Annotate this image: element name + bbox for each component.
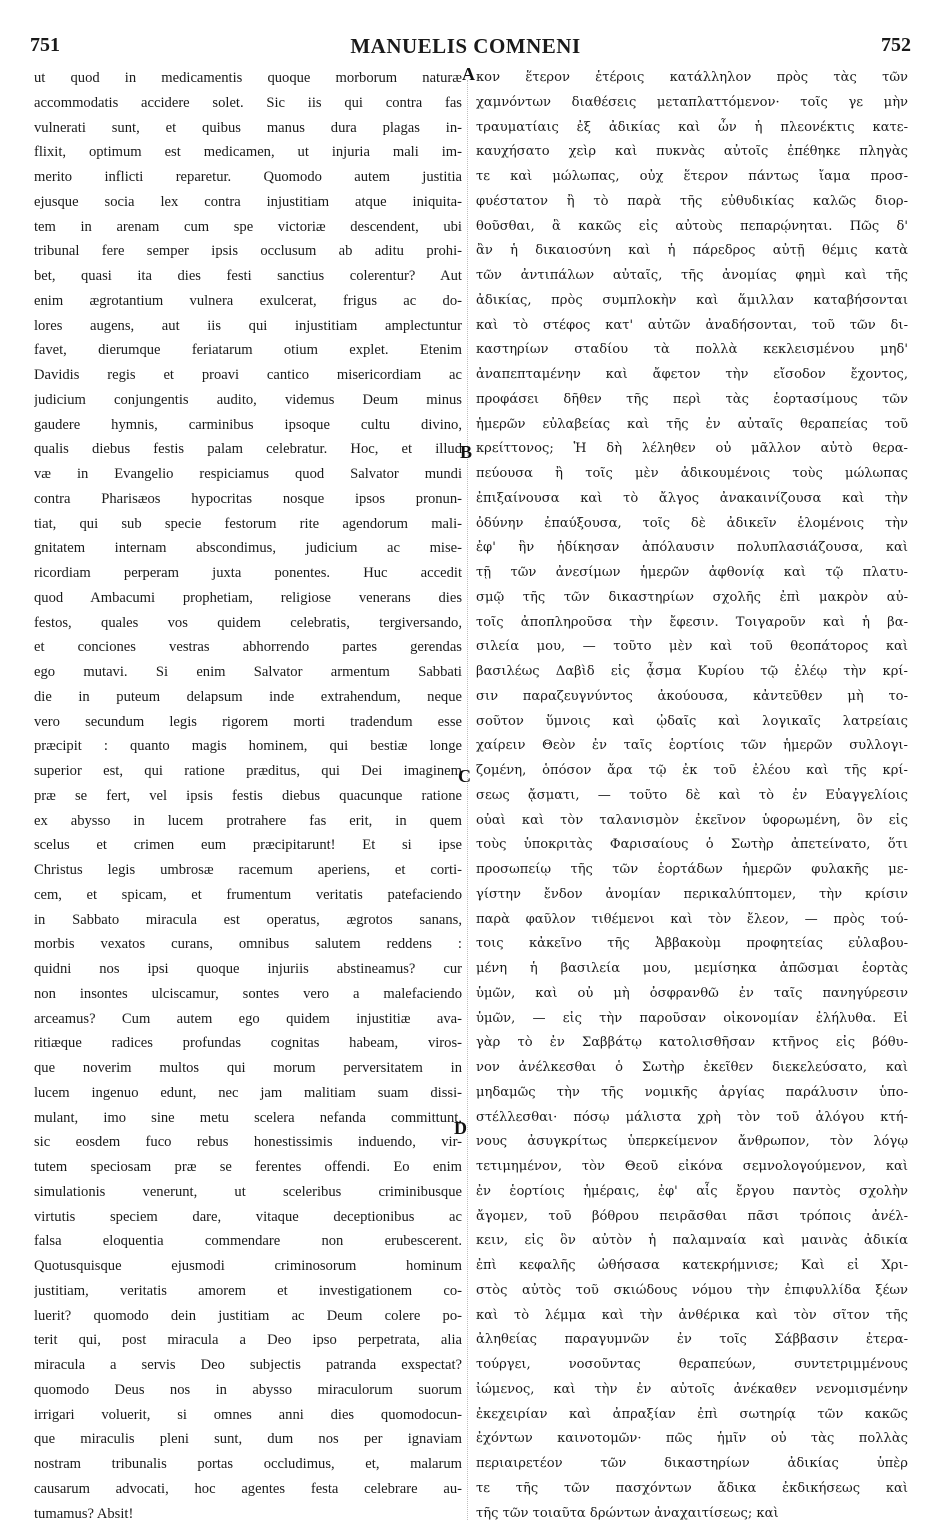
latin-text-line: lores augens, aut iis qui injustitiam amplectuntur <box>34 317 462 334</box>
greek-column <box>476 66 908 1526</box>
latin-text-line: ut quod in medicamentis quoque morborum naturæ <box>34 70 462 86</box>
greek-text-line: τούργει, νοσοῦντας θεραπεύων, συντετριμμένους <box>476 1357 908 1372</box>
latin-text-line: luerit? quomodo dein justitiam ac Deum colere po- <box>34 1307 462 1324</box>
latin-text-line: præ se fert, vel ipsis festis diebus quacunque ratione <box>34 787 462 804</box>
latin-text-line: judicium conjungentis audito, videmus Deum minus <box>34 391 462 408</box>
page-number-left: 751 <box>30 34 60 56</box>
latin-text-line: tem in arenam cum spe victoriæ descendent, ubi <box>34 218 462 235</box>
latin-text-line: superior est, qui ratione præditus, qui Dei imaginem <box>34 763 462 779</box>
latin-column <box>34 66 462 1526</box>
latin-text-line: morbis vexatos curans, omnibus salutem reddens : <box>34 936 462 953</box>
greek-text-line: ἀναπεπταμένην καὶ ἄφετον τὴν εἴσοδον ἔχοντος, <box>476 367 908 382</box>
greek-text-line: τετιμημένον, τὸν Θεοῦ εἰκόνα σεμνολογούμενον, καὶ <box>476 1159 908 1174</box>
latin-text-line: contra Pharisæos hypocritas nosque ipsos pronun- <box>34 490 462 507</box>
latin-text-line: ex abysso in lucem protrahere fas erit, in quem <box>34 812 462 829</box>
latin-text-line: virtutis speciem dare, vitaque deceptionibus ac <box>34 1208 462 1225</box>
greek-text-line: ἐκεχειρίαν καὶ ἀπραξίαν ἐπὶ σωτηρίᾳ τῶν κακῶς <box>476 1406 908 1422</box>
greek-text-line: ἐν ἑορτίοις ἡμέραις, ἐφ' αἷς ἔργου παντὸς σχολὴν <box>476 1183 908 1199</box>
margin-marker-c: C <box>458 766 471 786</box>
latin-text-line: simulationis venerunt, ut sceleribus criminibusque <box>34 1183 462 1200</box>
latin-text-line: miracula a servis Deo subjectis patranda exspectat? <box>34 1357 462 1373</box>
greek-text-line: ἐπιξαίνουσα καὶ τὸ ἄλγος ἀνακαινίζουσα καὶ τὴν <box>476 490 908 506</box>
margin-marker-b: B <box>460 442 473 462</box>
greek-text-line: ἀδικίας, πρὸς συμπλοκὴν καὶ ἅμιλλαν καταβήσονται <box>476 292 908 308</box>
latin-text-line: vero secundum legis rigorem morti tradendum esse <box>34 713 462 730</box>
greek-text-line: ὀδύνην ἐπαύξουσα, τοῖς δὲ ἀδικεῖν ἑλομένοις τὴν <box>476 515 908 531</box>
latin-text-line: gnitatem internam abscondimus, judicium ac mise- <box>34 540 462 557</box>
greek-text-line: οὐαὶ καὶ τὸν ταλανισμὸν ἐκεῖνον ὑφορωμένη, ὃν εἰς <box>476 812 908 828</box>
latin-text-line: sic eosdem fuco rebus honestissimis induendo, vir- <box>34 1134 462 1151</box>
latin-text-line: quidni nos ipsi quoque injuriis abstineamus? cur <box>34 961 462 977</box>
latin-text-line: irrigari voluerit, si omnes anni dies quomodocun- <box>34 1406 462 1423</box>
greek-text-line: ἐπὶ κεφαλῆς ὠθήσασα κατεκρήμνισε; Καὶ εἰ Χρι- <box>476 1258 908 1273</box>
running-title: MANUELIS COMNENI <box>350 34 581 58</box>
greek-text-line: σιλεία μου, — τοῦτο μὲν καὶ τοῦ θεοπάτορος καὶ <box>476 639 908 655</box>
page-number-right: 752 <box>881 34 911 56</box>
greek-text-line: χαμνόντων διαθέσεις μεταπλαττόμενον· τοῖς γε μὴν <box>476 94 908 110</box>
greek-text-line: ἐχόντων καινοτομῶν· πῶς ἡμῖν οὐ τὰς πολλὰς <box>476 1431 908 1447</box>
greek-text-line: τοὺς ὑποκριτὰς Φαρισαίους ὁ Σωτὴρ ἀπετείνατο, ὅτι <box>476 837 908 853</box>
latin-text-line: mulant, imo sine metu scelera nefanda committunt, <box>34 1109 462 1126</box>
greek-text-line: σμῷ τῆς τῶν δικαστηρίων σχολῆς ἐπὶ μακρὸν αὐ- <box>476 589 908 605</box>
greek-text-line: ἂν ἡ δικαιοσύνη καὶ ἡ πάρεδρος αὐτῇ θέμις κατὰ <box>476 243 908 259</box>
greek-text-line: βασιλέως Δαβὶδ εἰς ᾆσμα Κυρίου τῷ ἐλέῳ τὴν κρί- <box>476 664 908 679</box>
latin-text-line: que miraculis pleni sunt, dum nos per ignaviam <box>34 1431 462 1448</box>
greek-text-line: καυχήσατο χεὶρ καὶ πυκνὰς αὐτοῖς ἐπέθηκε πληγὰς <box>476 144 908 160</box>
greek-text-line: φυέστατον ἢ τὸ παρὰ τῆς εὐθυδικίας καλῶς διορ- <box>476 193 908 209</box>
latin-text-line: flixit, optimum est medicamen, ut injuria mali im- <box>34 144 462 161</box>
latin-text-line: ejusque socia lex contra injustitiam atque iniquita- <box>34 193 462 210</box>
latin-text-line: die in puteum delapsum inde extrahendum, neque <box>34 688 462 705</box>
greek-text-line: τοῖς ἀποπληροῦσα τὴν ἔφεσιν. Τοιγαροῦν καὶ ἡ βα- <box>476 614 908 630</box>
greek-text-line: γίστην ἔνδον ἀνομίαν περικαλύπτομεν, τὴν κρίσιν <box>476 886 908 902</box>
greek-text-line: ὑμῶν, καὶ οὐ μὴ ὀσφρανθῶ ἐν ταῖς πανηγύρεσιν <box>476 985 908 1001</box>
greek-text-line: νους ἀσυγκρίτως ὑπερκείμενον ἄνθρωπον, τὸν λόγῳ <box>476 1134 908 1150</box>
greek-text-line: τε καὶ μώλωπας, οὐχ ἕτερον πάντως ἴαμα προσ- <box>476 169 908 184</box>
latin-text-line: que noverim multos qui morum perversitatem in <box>34 1060 462 1076</box>
latin-text-line: tribunal fere semper ipsis occlusum ab aditu prohi- <box>34 243 462 260</box>
greek-text-line: καὶ τὸ λέμμα καὶ τὴν ἀνθέρικα καὶ τὸν σῖτον τῆς <box>476 1307 908 1323</box>
latin-text-line: nostram tribunalis portas occludimus, et, malarum <box>34 1456 462 1472</box>
greek-text-line: καστηρίων σταδίου τὰ πολλὰ κεκλεισμένου μηδ' <box>476 342 908 358</box>
latin-text-line: enim ægrotantium vulnera exulcerat, frigus ac do- <box>34 292 462 309</box>
page-header <box>0 34 931 64</box>
greek-text-line: παρὰ φαῦλον τιθέμενοι καὶ τὸν ἔλεον, — πρὸς τού- <box>476 911 908 927</box>
latin-text-line: tiat, qui sub specie festorum rite agendorum mali- <box>34 515 462 532</box>
greek-text-line: προφάσει δῆθεν τῆς περὶ τὰς ἑορτασίμους τῶν <box>476 391 908 407</box>
greek-text-line: ἀληθείας παραγυμνῶν ἐν τοῖς Σάββασιν ἐτερα- <box>476 1332 908 1348</box>
latin-text-line: justitiam, veritatis amorem et investigationem co- <box>34 1282 462 1299</box>
latin-text-line: vulnerati sunt, et quibus manus dura plagas in- <box>34 119 462 136</box>
latin-text-line: ricordiam perperam juxta ponentes. Huc accedit <box>34 565 462 581</box>
latin-text-line: Quotusquisque ejusmodi criminosorum hominum <box>34 1258 462 1274</box>
latin-text-line: et conciones vestras abhorrendo partes gerendas <box>34 639 462 656</box>
greek-text-line: κειν, εἰς ὃν αὐτὸν ἡ παλαμναία καὶ μαινὰς ἀδικία <box>476 1233 908 1249</box>
latin-text-line: tutem speciosam præ se ferentes offendi. Eo enim <box>34 1159 462 1175</box>
latin-text-line: merito inflicti reparetur. Quomodo autem justitia <box>34 169 462 185</box>
latin-text-line: tumamus? Absit! <box>34 1505 134 1522</box>
margin-marker-d: D <box>454 1118 467 1138</box>
latin-text-line: præcipit : quanto magis hominem, qui bestiæ longe <box>34 738 462 755</box>
greek-text-line: τῆς τῶν τοιαῦτα δρώντων ἀναχαιτίσεως; καὶ <box>476 1505 779 1521</box>
greek-text-line: μηδαμῶς τὴν τῆς νομικῆς ἀργίας παράλυσιν ὑπο- <box>476 1084 908 1100</box>
latin-text-line: favet, dierumque feriatarum otium explet. Etenim <box>34 342 462 359</box>
greek-text-line: προσωπείῳ τῆς τῶν ἑορτάδων ἡμερῶν φυλακῆς με- <box>476 862 908 877</box>
latin-text-line: qualis diebus festis palam celebratur. Hoc, et illud <box>34 441 462 458</box>
latin-text-line: quomodo Deus nos in abysso miraculorum suorum <box>34 1381 462 1398</box>
latin-text-line: festos, quales vos quidem celebratis, tergiversando, <box>34 614 462 631</box>
greek-text-line: τῇ τῶν ἀνεσίμων ἡμερῶν ἀφθονίᾳ καὶ τῷ πλατυ- <box>476 565 908 580</box>
greek-text-line: ζομένη, ὁπόσον ἄρα τῷ ἐκ τοῦ ἐλέου καὶ τῆς κρί- <box>476 763 908 778</box>
latin-text-line: arceamus? Cum autem ego quidem injustitiæ ava- <box>34 1010 462 1027</box>
greek-text-line: περιαιρετέον τῶν δικαστηρίων ἀδικίας ὑπὲρ <box>476 1456 908 1471</box>
latin-text-line: cem, et spicam, et frumentum veritatis patefaciendo <box>34 886 462 903</box>
column-divider <box>467 80 468 1520</box>
greek-text-line: ἐφ' ἣν ἠδίκησαν ἀπόλαυσιν πολυπλασιάζουσα, καὶ <box>476 540 908 556</box>
greek-text-line: σιν παραζευγνύντος ἀκούουσα, κἀντεῦθεν μὴ το- <box>476 688 908 704</box>
greek-text-line: τῶν ἀντιπάλων αὐταῖς, τῆς ἀνομίας φημὶ καὶ τῆς <box>476 268 908 283</box>
margin-marker-a: A <box>462 64 475 84</box>
greek-text-line: τοις κἀκεῖνο τῆς Ἀββακοὺμ προφητείας εὐλαβου- <box>476 936 908 952</box>
latin-text-line: lucem ingenuo edunt, nec jam malitiam suam dissi- <box>34 1084 462 1101</box>
latin-text-line: væ in Evangelio respiciamus quod Salvator mundi <box>34 466 462 482</box>
greek-text-line: χαίρειν Θεὸν ἐν ταῖς ἑορτίοις τῶν ἡμερῶν συλλογι- <box>476 738 908 754</box>
greek-text-line: τραυματίαις ἐξ ἀδικίας καὶ ὧν ἡ πλεονέκτις κατε- <box>476 119 908 135</box>
greek-text-line: κον ἕτερον ἑτέροις κατάλληλον πρὸς τὰς τῶν <box>476 70 908 85</box>
latin-text-line: terit qui, post miracula a Deo ipso perpetrata, alia <box>34 1332 462 1349</box>
latin-text-line: scelus et crimen eum præcipitarunt! Et si ipse <box>34 837 462 854</box>
greek-text-line: στέλλεσθαι· πόσῳ μάλιστα χρὴ τὸν τοῦ ἀλόγου κτή- <box>476 1109 908 1125</box>
latin-text-line: ego mutavi. Si enim Salvator armentum Sabbati <box>34 664 462 680</box>
greek-text-line: ὑμῶν, — εἰς τὴν παροῦσαν οἰκονομίαν ἐλήλυθα. Εἰ <box>476 1010 908 1026</box>
greek-text-line: καὶ τὸ στέφος κατ' αὐτῶν ἀναδήσονται, τοῦ τῶν δι- <box>476 317 908 333</box>
latin-text-line: non insontes ulciscamur, sontes vero a malefaciendo <box>34 985 462 1002</box>
latin-text-line: ritiæque radices profundas cognitas habeam, viros- <box>34 1035 462 1052</box>
greek-text-line: τε τῆς τῶν πασχόντων ἄδικα ἐκδικήσεως καὶ <box>476 1480 908 1496</box>
greek-text-line: θοῦσθαι, ἃ κακῶς εἰς αὐτοὺς πεπαρῴνηται. Πῶς δ' <box>476 218 908 234</box>
latin-text-line: in Sabbato miracula est operatus, ægrotos sanans, <box>34 911 462 928</box>
latin-text-line: causarum advocati, hoc agentes festa celebrare au- <box>34 1480 462 1497</box>
greek-text-line: νον ἀνέλκεσθαι ὁ Σωτὴρ ἐκεῖθεν διεκελεύσατο, καὶ <box>476 1060 908 1075</box>
latin-text-line: accommodatis accidere solet. Sic iis qui contra fas <box>34 94 462 111</box>
greek-text-line: στὸς αὐτὸς τοῦ σκιώδους νόμου τὴν ἐπιφυλλίδα ξέων <box>476 1282 908 1298</box>
latin-text-line: Christus legis umbrosæ racemum aperiens, et corti- <box>34 862 462 878</box>
greek-text-line: ἄγομεν, τοῦ βόθρου πειρᾶσθαι πᾶσι τρόποις ἀνέλ- <box>476 1208 908 1224</box>
greek-text-line: σοῦτον ὕμνοις καὶ ᾠδαῖς καὶ λογικαῖς λατρείαις <box>476 713 908 729</box>
greek-text-line: μένη ἡ βασιλεία μου, μεμίσηκα ἀπῶσμαι ἑορτὰς <box>476 961 908 976</box>
greek-text-line: σεως ᾄσματι, — τοῦτο δὲ καὶ τὸ ἐν Εὐαγγελίοις <box>476 787 908 803</box>
greek-text-line: ἰώμενος, καὶ τὴν ἐν αὐτοῖς ἀνέκαθεν νενομισμένην <box>476 1381 908 1397</box>
greek-text-line: ἡμερῶν εὐλαβείας καὶ τῆς ἐν αὐταῖς θεραπείας τοῦ <box>476 416 908 432</box>
greek-text-line: πεύουσα ἢ τοῖς μὲν ἀδικουμένοις τοὺς μώλωπας <box>476 466 908 481</box>
greek-text-line: κρείττονος; Ἡ δὴ λέληθεν οὐ μᾶλλον αὐτὸ θερα- <box>476 441 908 457</box>
latin-text-line: bet, quasi ita dies festi sanctius colerentur? Aut <box>34 268 462 284</box>
latin-text-line: Davidis regis et proavi cantico misericordiam ac <box>34 367 462 383</box>
latin-text-line: gaudere hymnis, carminibus ipsoque cultu divino, <box>34 416 462 433</box>
latin-text-line: falsa eloquentia commendare non erubescerent. <box>34 1233 462 1250</box>
latin-text-line: quod Ambacumi prophetiam, religiose venerans dies <box>34 589 462 606</box>
greek-text-line: γὰρ τὸ ἐν Σαββάτῳ κατολισθῆσαν κτῆνος εἰς βόθυ- <box>476 1035 908 1051</box>
